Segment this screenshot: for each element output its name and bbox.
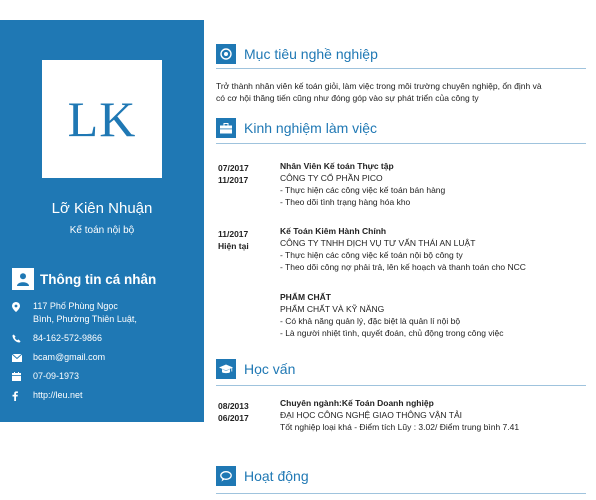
experience-divider — [216, 143, 586, 144]
avatar — [42, 60, 162, 178]
job1-end: 11/2017 — [218, 175, 249, 185]
job2-start: 11/2017 — [218, 229, 249, 239]
job1-details — [280, 160, 586, 208]
email-row — [12, 351, 202, 364]
education-header — [216, 359, 295, 379]
phone-value: 84-162-572-9866 — [33, 333, 103, 343]
birthday-row — [12, 370, 202, 383]
education-end: 06/2017 — [218, 413, 249, 423]
user-icon — [12, 268, 34, 290]
map-marker-icon — [12, 300, 33, 313]
sidebar — [0, 20, 204, 422]
target-icon — [216, 44, 236, 64]
objective-text — [216, 80, 588, 104]
experience-title: Kinh nghiệm làm việc — [244, 120, 378, 136]
facebook-value[interactable]: http://leu.net — [33, 390, 83, 400]
education-result: Tốt nghiệp loại khá - Điểm tích Lũy : 3.02/ Điểm trung bình 7.41 — [280, 422, 520, 432]
phone-row — [12, 332, 202, 345]
qualities-block — [280, 291, 586, 339]
job2-duty1: - Thực hiện các công việc kế toán nội bộ công ty — [280, 250, 463, 260]
objective-title: Mục tiêu nghề nghiệp — [244, 46, 378, 62]
address-line2: Bình, Phường Thiên Luật, — [33, 314, 137, 324]
qualities-item2: - Là người nhiệt tình, quyết đoán, chủ động trong công việc — [280, 328, 504, 338]
experience-header — [216, 118, 377, 138]
address-line1: 117 Phố Phùng Ngọc — [33, 301, 118, 311]
education-divider — [216, 385, 586, 386]
activities-divider — [216, 493, 586, 494]
job1-start: 07/2017 — [218, 163, 249, 173]
facebook-row — [12, 389, 202, 402]
birthday-value: 07-09-1973 — [33, 371, 80, 381]
qualities-item1: - Có khả năng quản lý, đặc biệt là quản lí nội bộ — [280, 316, 461, 326]
job2-role: Kế Toán Kiêm Hành Chính — [280, 226, 387, 236]
phone-icon — [12, 332, 33, 345]
avatar-initials: LK — [67, 91, 137, 147]
objective-divider — [216, 68, 586, 69]
objective-line2: có cơ hội thăng tiến cũng như đóng góp vào sự phát triển của công ty — [216, 93, 479, 103]
facebook-icon — [12, 389, 33, 402]
job1-role: Nhân Viên Kế toán Thực tập — [280, 161, 394, 171]
email-value[interactable]: bcam@gmail.com — [33, 352, 106, 362]
objective-header — [216, 44, 378, 64]
job2-details — [280, 225, 586, 273]
address-row — [12, 300, 202, 326]
objective-line1: Trở thành nhân viên kế toán giỏi, làm việc trong môi trường chuyên nghiệp, ổn định và — [216, 81, 542, 91]
job2-end: Hiện tại — [218, 241, 249, 251]
activities-header — [216, 466, 309, 486]
job2-company: CÔNG TY TNHH DỊCH VỤ TƯ VẤN THÁI AN LUẬT — [280, 238, 476, 248]
job1-duty2: - Theo dõi tình trạng hàng hóa kho — [280, 197, 411, 207]
education-major: Chuyên ngành:Kế Toán Doanh nghiệp — [280, 398, 434, 408]
education-school: ĐẠI HỌC CÔNG NGHỆ GIAO THÔNG VẬN TẢI — [280, 410, 462, 420]
job-title: Kế toán nội bộ — [69, 225, 135, 236]
qualities-heading: PHẨM CHẤT — [280, 292, 331, 302]
education-start: 08/2013 — [218, 401, 249, 411]
education-dates — [218, 400, 249, 424]
activities-title: Hoạt động — [244, 468, 309, 484]
job1-dates — [218, 162, 249, 186]
personal-info-title: Thông tin cá nhân — [40, 271, 157, 287]
qualities-sub: PHẨM CHẤT VÀ KỸ NĂNG — [280, 304, 385, 314]
full-name: Lỡ Kiên Nhuận — [51, 200, 153, 217]
envelope-icon — [12, 351, 33, 364]
personal-info-list — [12, 300, 202, 402]
calendar-icon — [12, 370, 33, 383]
comment-icon — [216, 466, 236, 486]
education-details — [280, 397, 586, 433]
job1-duty1: - Thực hiện các công việc kế toán bán hàng — [280, 185, 446, 195]
job1-company: CÔNG TY CỔ PHẦN PICO — [280, 173, 383, 183]
job2-dates — [218, 228, 249, 252]
job2-duty2: - Theo dõi công nợ phải trả, lên kế hoạch và thanh toán cho NCC — [280, 262, 526, 272]
graduation-cap-icon — [216, 359, 236, 379]
personal-info-header — [12, 268, 156, 290]
education-title: Học vấn — [244, 361, 296, 377]
briefcase-icon — [216, 118, 236, 138]
